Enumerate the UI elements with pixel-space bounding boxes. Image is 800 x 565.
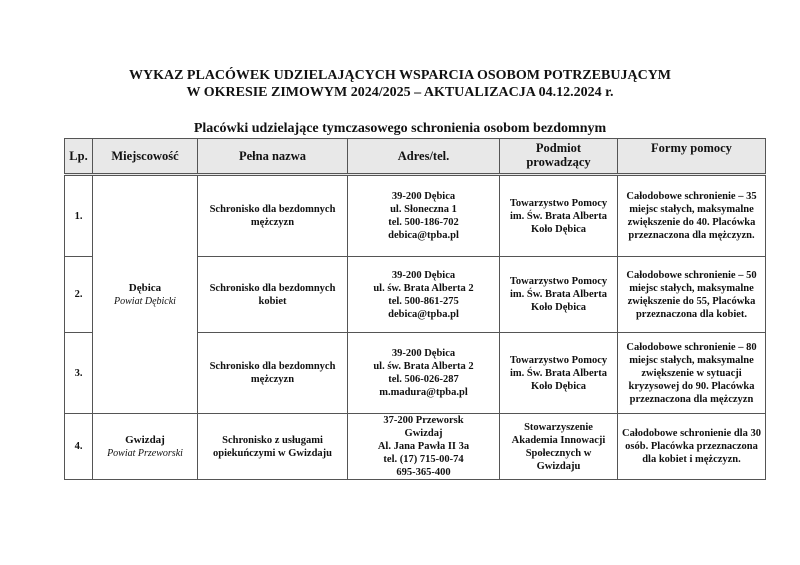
- document-title-line1: WYKAZ PLACÓWEK UDZIELAJĄCYCH WSPARCIA OSOBOM POTRZEBUJĄCYM: [128, 68, 672, 83]
- address-line: 37-200 Przeworsk: [383, 415, 464, 426]
- col-header-operator: Podmiot prowadzący: [500, 139, 618, 175]
- city-name: Gwizdaj: [125, 433, 165, 446]
- city-cell: [93, 414, 198, 480]
- facility-help: Całodobowe schronienie dla 30 osób. Placówka przeznaczona dla kobiet i mężczyzn.: [618, 414, 766, 480]
- city-name: Dębica: [128, 281, 162, 294]
- facility-address: [348, 257, 500, 333]
- address-email: m.madura@tpba.pl: [379, 387, 468, 398]
- address-line: 39-200 Dębica: [391, 191, 456, 202]
- row-lp: 1.: [65, 175, 93, 257]
- facility-name: Schronisko dla bezdomnych kobiet: [198, 257, 348, 333]
- row-lp: 3.: [65, 333, 93, 414]
- address-phone: tel. 506-026-287: [388, 374, 459, 385]
- facility-help: Całodobowe schronienie – 80 miejsc stałych, maksymalne zwiększenie w sytuacji kryzysowej do 90. Placówka przeznaczona dla mężczyzn: [618, 333, 766, 414]
- facility-operator: Towarzystwo Pomocy im. Św. Brata Alberta Koło Dębica: [500, 175, 618, 257]
- facility-operator: Towarzystwo Pomocy im. Św. Brata Alberta Koło Dębica: [500, 333, 618, 414]
- col-header-lp: Lp.: [65, 139, 93, 175]
- facility-name: Schronisko z usługami opiekuńczymi w Gwizdaju: [198, 414, 348, 480]
- facility-name: Schronisko dla bezdomnych mężczyzn: [198, 175, 348, 257]
- facility-help: Całodobowe schronienie – 50 miejsc stałych, maksymalne zwiększenie do 55, Placówka przeznaczona dla kobiet.: [618, 257, 766, 333]
- facility-address: [348, 333, 500, 414]
- facility-operator: Stowarzyszenie Akademia Innowacji Społecznych w Gwizdaju: [500, 414, 618, 480]
- address-line: 39-200 Dębica: [391, 348, 456, 359]
- address-phone: 695-365-400: [396, 467, 451, 478]
- table-subtitle: Placówki udzielające tymczasowego schronienia osobom bezdomnym: [193, 121, 607, 136]
- document-title-line2: W OKRESIE ZIMOWYM 2024/2025 – AKTUALIZACJA 04.12.2024 r.: [186, 85, 614, 100]
- city-cell: [93, 175, 198, 414]
- facility-address: [348, 414, 500, 480]
- row-lp: 4.: [65, 414, 93, 480]
- address-phone: tel. (17) 715-00-74: [383, 454, 464, 465]
- address-phone: tel. 500-861-275: [388, 295, 459, 307]
- facility-name: Schronisko dla bezdomnych mężczyzn: [198, 333, 348, 414]
- row-lp: 2.: [65, 257, 93, 333]
- shelters-table: [64, 138, 766, 480]
- address-line: ul. Słoneczna 1: [390, 204, 457, 215]
- col-header-city: Miejscowość: [93, 139, 198, 175]
- address-line: ul. św. Brata Alberta 2: [373, 282, 474, 294]
- table-header-row: [65, 139, 766, 175]
- address-line: Gwizdaj: [404, 428, 443, 439]
- col-header-name: Pełna nazwa: [198, 139, 348, 175]
- city-powiat: Powiat Dębicki: [114, 295, 176, 307]
- address-email: debica@tpba.pl: [388, 230, 459, 241]
- address-line: Al. Jana Pawła II 3a: [377, 441, 470, 452]
- address-phone: tel. 500-186-702: [388, 217, 459, 228]
- table-row: [65, 414, 766, 480]
- table-row: [65, 175, 766, 257]
- facility-operator: Towarzystwo Pomocy im. Św. Brata Alberta Koło Dębica: [500, 257, 618, 333]
- city-powiat: Powiat Przeworski: [107, 447, 183, 459]
- facility-address: [348, 175, 500, 257]
- address-line: 39-200 Dębica: [391, 269, 456, 281]
- address-line: ul. św. Brata Alberta 2: [373, 361, 474, 372]
- col-header-address: Adres/tel.: [348, 139, 500, 175]
- facility-help: Całodobowe schronienie – 35 miejsc stałych, maksymalne zwiększenie do 40. Placówka przeznaczona dla mężczyzn.: [618, 175, 766, 257]
- address-email: debica@tpba.pl: [388, 308, 459, 320]
- col-header-help: Formy pomocy: [618, 139, 766, 175]
